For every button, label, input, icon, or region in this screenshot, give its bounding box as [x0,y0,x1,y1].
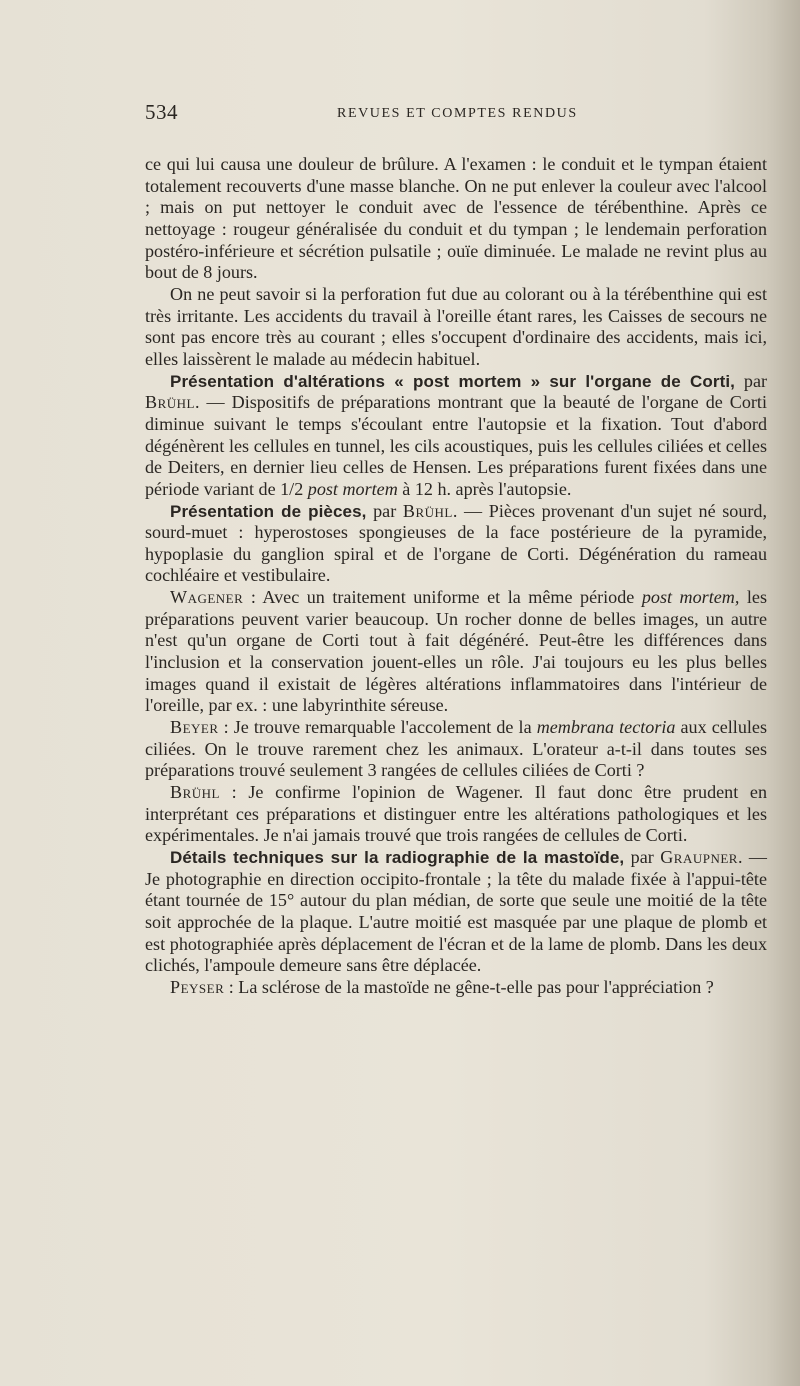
paragraph [145,587,767,717]
paragraph-text-after: aux cellules ciliées. On le trouve rarement chez les animaux. L'orateur a-t-il dans toutes ses préparations trouvé seulement 3 rangées de cellules ciliées de Corti ? [145,717,767,781]
paragraph-text: : Je confirme l'opinion de Wagener. Il faut donc être prudent en interprétant ces préparations et distinguer entre les altérations pathologiques et les expérimentales. Je n'ai jamais trouvé que trois rangées de cellules de Corti. [145,782,767,846]
author-name: Brühl [145,392,195,413]
paragraph-text: ce qui lui causa une douleur de brûlure. A l'examen : le conduit et le tympan étaient totalement recouverts d'une masse blanche. On ne put enlever la couleur avec l'alcool ; mais on put nettoyer le conduit avec de l'essence de térébenthine. Après ce nettoyage : rougeur généralisée du conduit et du tympan ; le lendemain perforation postéro-inférieure et sécrétion pulsatile ; ouïe diminuée. Le malade ne revint plus au bout de 8 jours. [145,154,767,283]
paragraph-text: : Avec un traitement uniforme et la même période [243,587,635,608]
author-prefix: par [743,370,768,391]
paragraph [145,717,767,782]
section-heading: Présentation de pièces, [170,501,367,521]
paragraph-text: . — Pièces provenant d'un sujet né sourd, sourd-muet : hyperostoses spongieuses de la face postérieure de la pyramide, hypoplasie du ganglion spiral et de l'organe de Corti. Dégénération du rameau cochléaire et vestibulaire. [145,500,767,586]
author-name: Brühl [402,500,453,521]
italic-term: post mortem [307,478,398,499]
paragraph [145,847,767,977]
paragraph [145,154,767,284]
author-name: Beyer [170,717,219,738]
paragraph [145,501,767,588]
author-name: Brühl [170,782,220,803]
italic-term: post mortem, [641,587,740,608]
paragraph-text: . — Je photographie en direction occipito-frontale ; la tête du malade fixée à l'appui-tête étant tournée de 15° autour du plan médian, de sorte que seule une moitié de la tête soit approchée de la plaque. L'autre moitié est masquée par une plaque de plomb et est photographiée après déplacement de l'écran et de la lame de plomb. Dans les deux clichés, l'ampoule demeure sans être déplacée. [145,847,768,976]
author-name: Wagener [170,587,244,608]
paragraph-text: : La sclérose de la mastoïde ne gêne-t-elle pas pour l'appréciation ? [224,976,714,997]
paragraph-text: On ne peut savoir si la perforation fut due au colorant ou à la térébenthine qui est très irritante. Les accidents du travail à l'oreille étant rares, les Caisses de secours ne sont pas encore très au courant ; elles s'occupent d'ordinaire des accidents, mais ici, elles laissèrent le malade au médecin habituel. [145,283,767,369]
author-prefix: par [630,847,654,867]
section-heading: Présentation d'altérations « post mortem » sur l'organe de Corti, [170,371,735,391]
page-number: 534 [145,100,178,124]
paragraph-text-after: à 12 h. après l'autopsie. [402,478,572,499]
paragraph-text-after: les préparations peuvent varier beaucoup. Un rocher donne de belles images, un autre n'est qu'un organe de Corti tout à fait dégénéré. Peut-être les différences dans l'inclusion et la conservation jouent-elles un rôle. J'ai toujours eu les plus belles images quand il existait de légères altérations inflammatoires dans l'intérieur de l'oreille, par ex. : une labyrinthite séreuse. [145,587,767,716]
author-prefix: par [373,500,397,521]
running-title: REVUES ET COMPTES RENDUS [337,106,578,121]
paragraph [145,371,767,501]
section-heading: Détails techniques sur la radiographie de la mastoïde, [170,848,625,867]
body-text [145,154,767,999]
author-name: Peyser [170,976,225,997]
paragraph [145,284,767,371]
paragraph [145,782,767,847]
paragraph-text: : Je trouve remarquable l'accolement de la [218,717,532,738]
paragraph-text: . — Dispositifs de préparations montrant que la beauté de l'organe de Corti diminue suivant le temps s'écoulant entre l'autopsie et la fixation. Tout d'abord dégénèrent les cellules en tunnel, les cils acoustiques, puis les cellules ciliées et celles de Deiters, en dernier lieu celles de Hensen. Les préparations furent fixées dans une période variant de 1/2 [145,392,767,499]
running-head [145,100,770,128]
author-name: Graupner [660,847,738,867]
italic-term: membrana tectoria [536,717,676,738]
paragraph [145,977,767,999]
